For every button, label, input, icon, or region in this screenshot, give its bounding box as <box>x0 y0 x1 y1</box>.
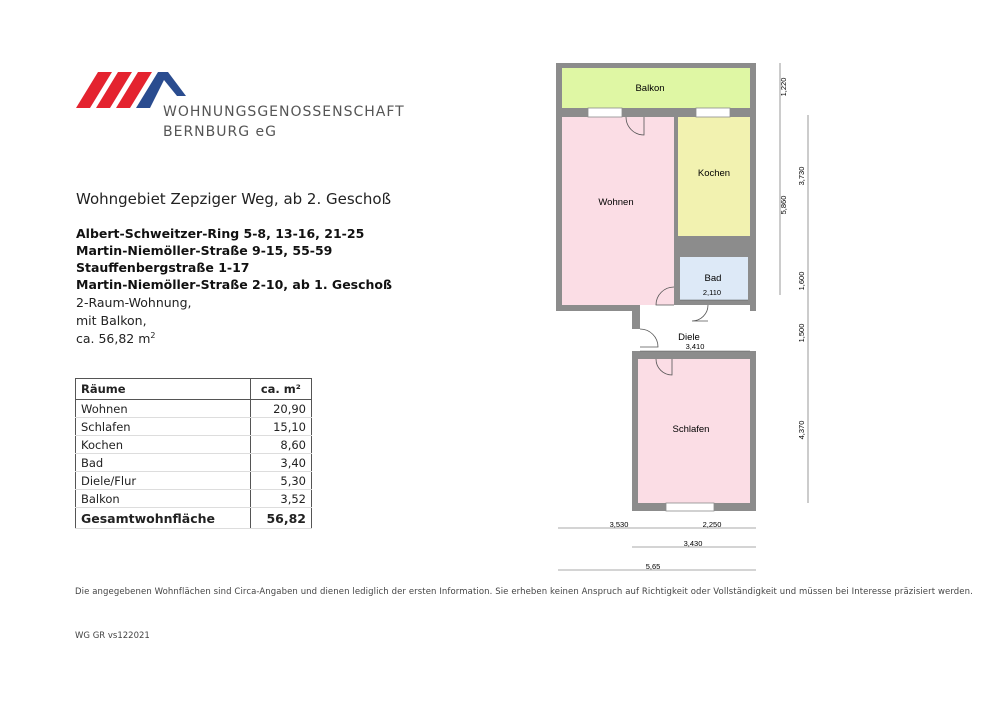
dim-v-kochen: 3,730 <box>797 166 806 186</box>
company-logo <box>76 72 196 108</box>
address-line: Stauffenbergstraße 1-17 <box>76 260 250 275</box>
total-value: 56,82 <box>250 508 311 529</box>
label-diele: Diele <box>678 332 700 343</box>
table-row: Balkon 3,52 <box>76 490 312 508</box>
label-wohnen: Wohnen <box>598 197 634 208</box>
dim-v-total: 5,860 <box>779 195 788 215</box>
dim-h-schlafen: 3,430 <box>683 539 703 548</box>
table-row: Wohnen 20,90 <box>76 400 312 418</box>
label-schlafen: Schlafen <box>672 424 710 435</box>
label-bad: Bad <box>704 273 722 284</box>
address-line: Martin-Niemöller-Straße 9-15, 55-59 <box>76 243 333 258</box>
dim-diele-width: 3,410 <box>685 342 705 351</box>
col-area-header: ca. m² <box>250 379 311 400</box>
table-row: Schlafen 15,10 <box>76 418 312 436</box>
room-wohnen <box>562 117 674 305</box>
window <box>696 108 730 117</box>
document-id: WG GR vs122021 <box>75 631 150 641</box>
dim-v-schlafen: 4,370 <box>797 420 806 440</box>
disclaimer: Die angegebenen Wohnflächen sind Circa-Angaben und dienen lediglich der ersten Information. Sie erheben keinen Anspruch auf Richtigkeit oder Vollständigkeit und müssen bei Interesse präzisiert werden. <box>75 587 973 597</box>
org-name-line2: BERNBURG eG <box>163 124 277 140</box>
area-title: Wohngebiet Zepziger Weg, ab 2. Geschoß <box>76 190 392 208</box>
window <box>666 503 714 511</box>
label-kochen: Kochen <box>697 168 731 179</box>
apartment-feature: mit Balkon, <box>76 313 147 328</box>
dim-v-balkon: 1,220 <box>779 77 788 97</box>
table-header <box>76 379 312 400</box>
window <box>588 108 622 117</box>
total-label: Gesamtwohnfläche <box>76 508 251 529</box>
rooms-table <box>75 378 312 529</box>
apartment-size: ca. 56,82 $m^2$ <box>76 331 156 347</box>
table-total-row <box>76 508 312 529</box>
table-row: Diele/Flur 5,30 <box>76 472 312 490</box>
dim-h-left: 3,530 <box>609 520 629 529</box>
col-room-header: Räume <box>76 379 251 400</box>
address-line: Albert-Schweitzer-Ring 5-8, 13-16, 21-25 <box>76 226 365 241</box>
floor-plan <box>540 55 820 580</box>
dim-v-bad: 1,600 <box>797 271 806 291</box>
table-row: Kochen 8,60 <box>76 436 312 454</box>
apartment-type: 2-Raum-Wohnung, <box>76 295 192 310</box>
dim-v-diele: 1,500 <box>797 323 806 343</box>
dim-bad-width: 2,110 <box>702 288 722 297</box>
table-row: Bad 3,40 <box>76 454 312 472</box>
dim-h-right: 2,250 <box>702 520 722 529</box>
org-name-line1: WOHNUNGSGENOSSENSCHAFT <box>163 104 405 120</box>
label-balkon: Balkon <box>635 83 665 94</box>
address-line: Martin-Niemöller-Straße 2-10, ab 1. Geschoß <box>76 277 392 292</box>
dim-h-total: 5,65 <box>645 562 661 571</box>
